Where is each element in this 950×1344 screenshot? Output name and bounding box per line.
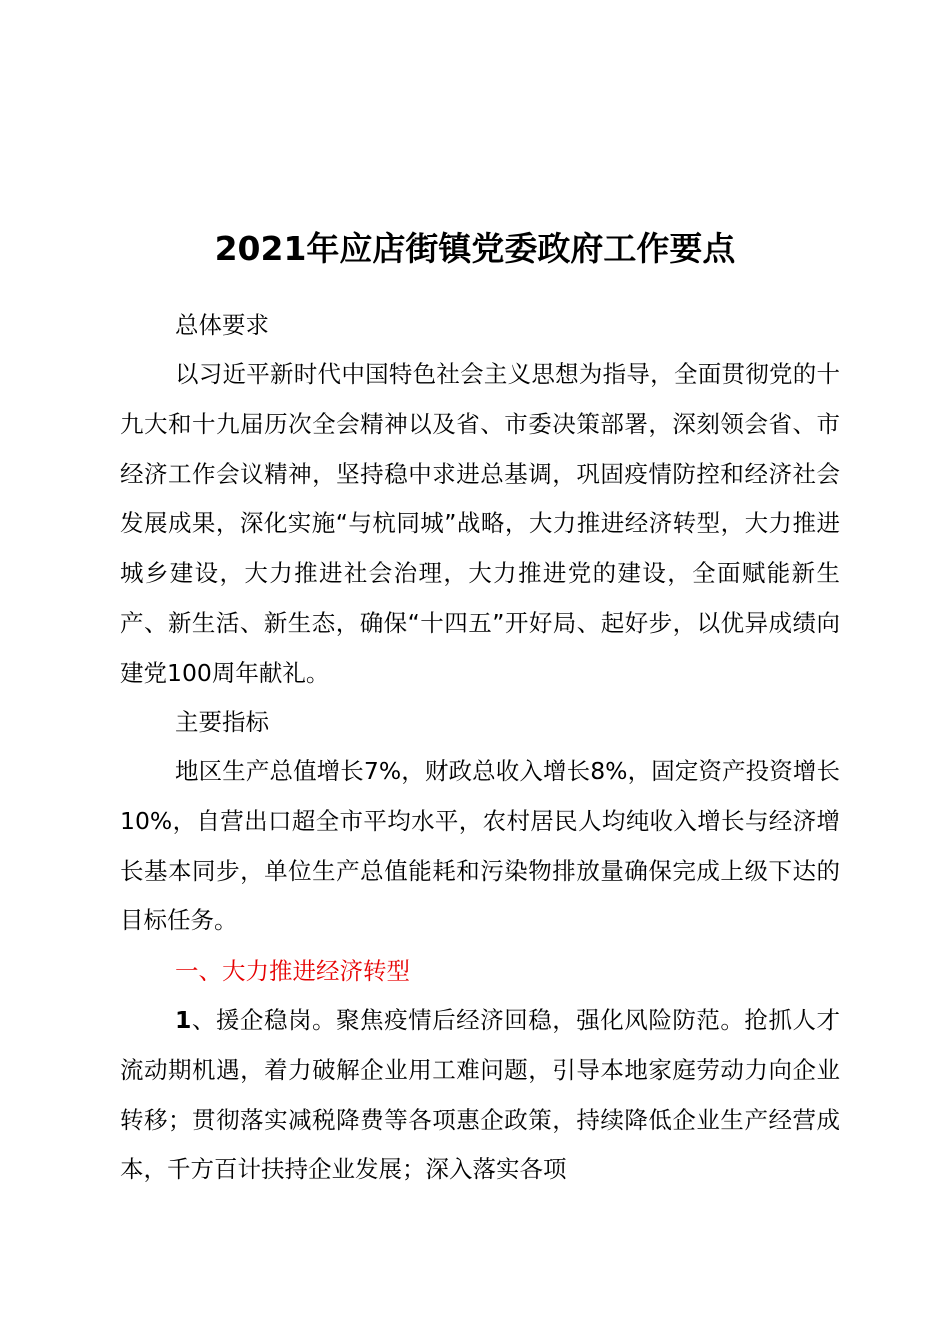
paragraph-indicators: 地区生产总值增长7%，财政总收入增长8%，固定资产投资增长10%，自营出口超全市平均水平，农村居民人均纯收入增长与经济增长基本同步，单位生产总值能耗和污染物排放量确保完成上级下达的目标任务。 (120, 757, 840, 935)
paragraph-item-1 (120, 996, 840, 1195)
section-heading-economic-transformation: 一、大力推进经济转型 (175, 957, 410, 985)
item-number: 1 (175, 1006, 192, 1034)
section-heading-overall: 总体要求 (175, 311, 269, 339)
paragraph-overall: 以习近平新时代中国特色社会主义思想为指导，全面贯彻党的十九大和十九届历次全会精神以及省、市委决策部署，深刻领会省、市经济工作会议精神，坚持稳中求进总基调，巩固疫情防控和经济社会发展成果，深化实施“与杭同城”战略，大力推进经济转型，大力推进城乡建设，大力推进社会治理，大力推进党的建设，全面赋能新生产、新生活、新生态，确保“十四五”开好局、起好步，以优异成绩向建党100周年献礼。 (120, 360, 840, 687)
document-title: 2021年应店街镇党委政府工作要点 (214, 229, 736, 268)
section-heading-indicators: 主要指标 (175, 708, 269, 736)
item-text: 、援企稳岗。聚焦疫情后经济回稳，强化风险防范。抢抓人才流动期机遇，着力破解企业用工难问题，引导本地家庭劳动力向企业转移；贯彻落实减税降费等各项惠企政策，持续降低企业生产经营成本，千方百计扶持企业发展；深入落实各项 (120, 1006, 840, 1184)
